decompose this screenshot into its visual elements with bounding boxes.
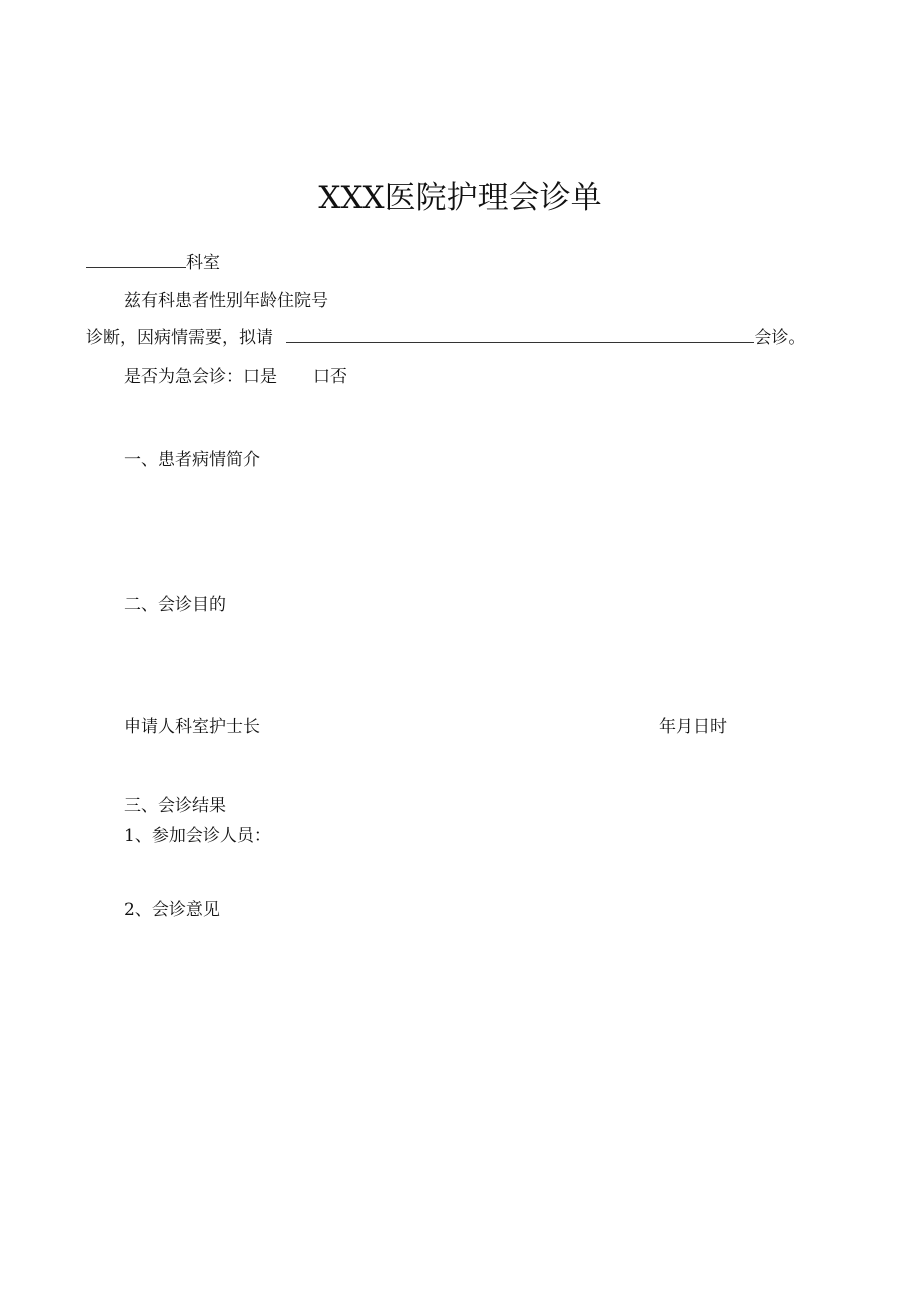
results-opinion: 2、会诊意见 bbox=[124, 900, 220, 920]
results-participants: 1、参加会诊人员： bbox=[124, 826, 271, 846]
diagnosis-suffix: 会诊。 bbox=[754, 328, 806, 348]
department-suffix: 科室 bbox=[186, 253, 220, 273]
department-line bbox=[86, 252, 220, 274]
page-title: XXX医院护理会诊单 bbox=[318, 180, 602, 216]
urgent-yes-option[interactable]: 口是 bbox=[243, 367, 277, 387]
date-time-label: 年月日时 bbox=[659, 717, 727, 737]
urgent-line bbox=[124, 366, 347, 388]
section-purpose: 二、会诊目的 bbox=[124, 595, 226, 615]
patient-info-line: 兹有科患者性别年龄住院号 bbox=[124, 291, 328, 311]
section-patient-summary: 一、患者病情简介 bbox=[124, 450, 260, 470]
diagnosis-prefix: 诊断，因病情需要，拟请 bbox=[86, 328, 273, 348]
consultant-blank[interactable] bbox=[286, 328, 754, 343]
department-blank[interactable] bbox=[86, 253, 186, 268]
urgent-label: 是否为急会诊： bbox=[124, 367, 243, 387]
urgent-no-option[interactable]: 口否 bbox=[313, 367, 347, 387]
section-results: 三、会诊结果 bbox=[124, 796, 226, 816]
diagnosis-line bbox=[86, 327, 805, 349]
applicant-label: 申请人科室护士长 bbox=[124, 717, 260, 737]
